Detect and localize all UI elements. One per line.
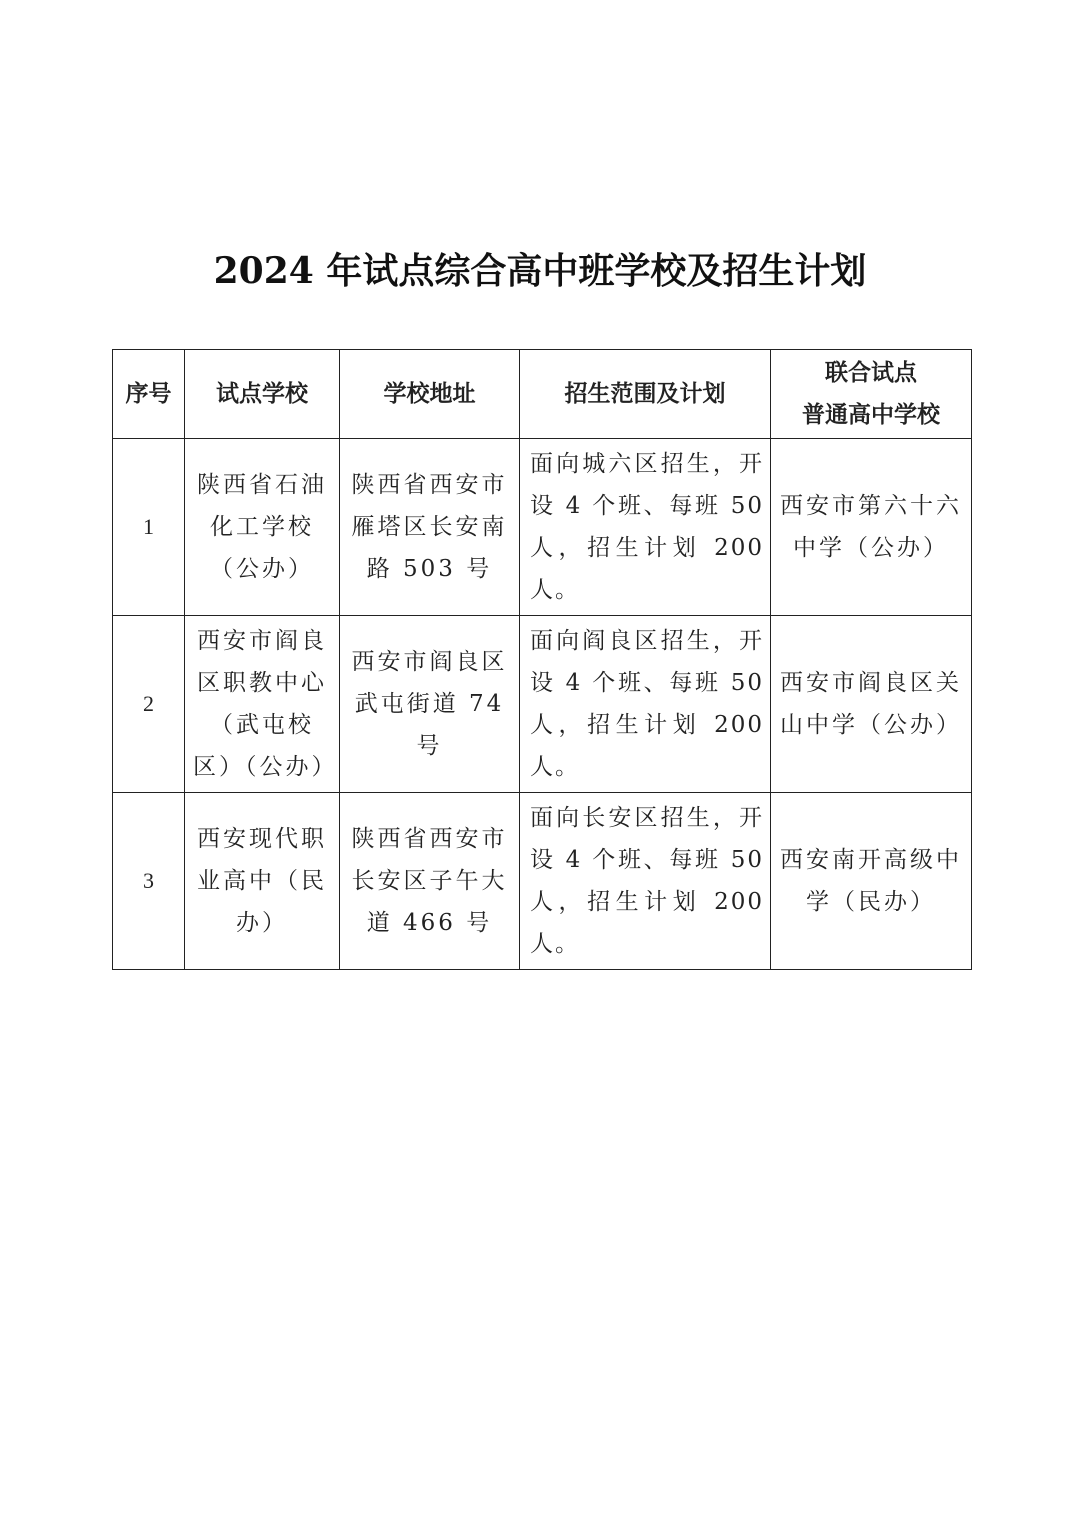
cell-plan: 面向城六区招生，开设 4 个班、每班 50 人，招生计划 200 人。 [520, 439, 771, 616]
header-school: 试点学校 [185, 350, 340, 439]
cell-partner: 西安市第六十六中学（公办） [771, 439, 972, 616]
cell-address: 陕西省西安市长安区子午大道 466 号 [340, 793, 520, 970]
cell-address: 陕西省西安市雁塔区长安南路 503 号 [340, 439, 520, 616]
table-row [113, 616, 972, 793]
cell-school: 西安现代职业高中（民办） [185, 793, 340, 970]
cell-seq: 2 [113, 616, 185, 793]
cell-seq: 3 [113, 793, 185, 970]
header-seq: 序号 [113, 350, 185, 439]
header-partner-line2: 普通高中学校 [802, 402, 940, 428]
cell-partner: 西安市阎良区关山中学（公办） [771, 616, 972, 793]
header-address: 学校地址 [340, 350, 520, 439]
table-row [113, 793, 972, 970]
header-partner-line1: 联合试点 [825, 360, 917, 386]
cell-plan: 面向阎良区招生，开设 4 个班、每班 50 人，招生计划 200 人。 [520, 616, 771, 793]
cell-plan: 面向长安区招生，开设 4 个班、每班 50 人，招生计划 200 人。 [520, 793, 771, 970]
enrollment-plan-table [112, 349, 972, 970]
cell-school: 陕西省石油化工学校（公办） [185, 439, 340, 616]
table-header-row [113, 350, 972, 439]
header-partner [771, 350, 972, 439]
cell-school: 西安市阎良区职教中心（武屯校区）（公办） [185, 616, 340, 793]
cell-seq: 1 [113, 439, 185, 616]
header-plan: 招生范围及计划 [520, 350, 771, 439]
cell-partner: 西安南开高级中学（民办） [771, 793, 972, 970]
table-row [113, 439, 972, 616]
document-title: 2024 年试点综合高中班学校及招生计划 [213, 250, 867, 292]
cell-address: 西安市阎良区武屯街道 74 号 [340, 616, 520, 793]
